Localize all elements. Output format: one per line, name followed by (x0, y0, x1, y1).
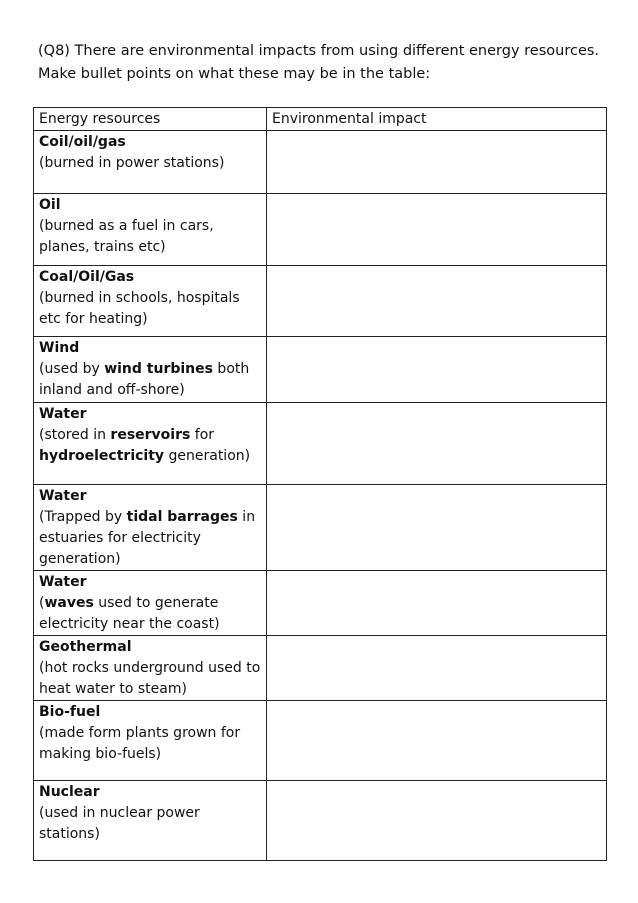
table-row (34, 131, 607, 194)
description-text: (burned as a fuel in cars, planes, trains etc) (39, 218, 214, 255)
description-keyword: tidal barrages (126, 509, 238, 525)
description-text: for (190, 427, 215, 443)
table-header-row (34, 108, 607, 131)
environmental-impact-cell[interactable] (267, 131, 607, 194)
description-keyword: reservoirs (110, 427, 191, 443)
resource-name: Nuclear (39, 784, 100, 800)
resource-description (39, 290, 240, 327)
environmental-impact-cell[interactable] (267, 636, 607, 701)
resource-description (39, 155, 224, 171)
energy-resource-cell (34, 571, 267, 636)
table-row (34, 194, 607, 266)
energy-resource-cell (34, 337, 267, 403)
table-row (34, 781, 607, 861)
energy-resource-cell (34, 781, 267, 861)
description-text: generation) (164, 448, 251, 464)
energy-impact-table (33, 107, 607, 861)
energy-resource-cell (34, 266, 267, 337)
environmental-impact-cell[interactable] (267, 781, 607, 861)
resource-name: Coal/Oil/Gas (39, 269, 135, 285)
question-line-2: Make bullet points on what these may be in the table: (38, 66, 431, 82)
environmental-impact-cell[interactable] (267, 266, 607, 337)
description-text: both inland and off-shore) (39, 361, 250, 398)
description-text: (burned in power stations) (39, 155, 225, 171)
resource-description (39, 725, 240, 762)
resource-name: Wind (39, 340, 80, 356)
energy-resource-cell (34, 485, 267, 571)
question-text (38, 40, 608, 86)
resource-name: Geothermal (39, 639, 132, 655)
header-environmental-impact: Environmental impact (267, 108, 607, 131)
description-keyword: waves (44, 595, 94, 611)
resource-description (39, 509, 255, 567)
environmental-impact-cell[interactable] (267, 571, 607, 636)
resource-description (39, 361, 249, 398)
description-keyword: hydroelectricity (39, 448, 165, 464)
energy-resource-cell (34, 636, 267, 701)
table-row (34, 485, 607, 571)
energy-resource-cell (34, 701, 267, 781)
table-row (34, 701, 607, 781)
energy-resource-cell (34, 131, 267, 194)
energy-resource-cell (34, 403, 267, 485)
resource-name: Bio-fuel (39, 704, 101, 720)
description-text: in estuaries for electricity generation) (39, 509, 256, 567)
description-text: ( (39, 595, 45, 611)
resource-name: Water (39, 574, 87, 590)
description-text: (burned in schools, hospitals etc for heating) (39, 290, 240, 327)
resource-description (39, 218, 214, 255)
description-text: (used in nuclear power stations) (39, 805, 200, 842)
description-text: (made form plants grown for making bio-fuels) (39, 725, 241, 762)
description-text: (stored in (39, 427, 111, 443)
table-row (34, 403, 607, 485)
question-line-1: (Q8) There are environmental impacts from using different energy resources. (38, 43, 600, 59)
environmental-impact-cell[interactable] (267, 194, 607, 266)
table-row (34, 337, 607, 403)
resource-name: Oil (39, 197, 61, 213)
description-text: used to generate electricity near the coast) (39, 595, 220, 632)
table-row (34, 266, 607, 337)
environmental-impact-cell[interactable] (267, 337, 607, 403)
description-text: (hot rocks underground used to heat water to steam) (39, 660, 261, 697)
resource-description (39, 427, 250, 464)
resource-description (39, 660, 260, 697)
environmental-impact-cell[interactable] (267, 701, 607, 781)
environmental-impact-cell[interactable] (267, 485, 607, 571)
table-row (34, 571, 607, 636)
environmental-impact-cell[interactable] (267, 403, 607, 485)
description-text: (Trapped by (39, 509, 127, 525)
resource-description (39, 595, 220, 632)
description-text: (used by (39, 361, 105, 377)
table-row (34, 636, 607, 701)
resource-description (39, 805, 200, 842)
description-keyword: wind turbines (104, 361, 213, 377)
energy-resource-cell (34, 194, 267, 266)
resource-name: Water (39, 406, 87, 422)
resource-name: Water (39, 488, 87, 504)
header-energy-resources: Energy resources (34, 108, 267, 131)
resource-name: Coil/oil/gas (39, 134, 126, 150)
